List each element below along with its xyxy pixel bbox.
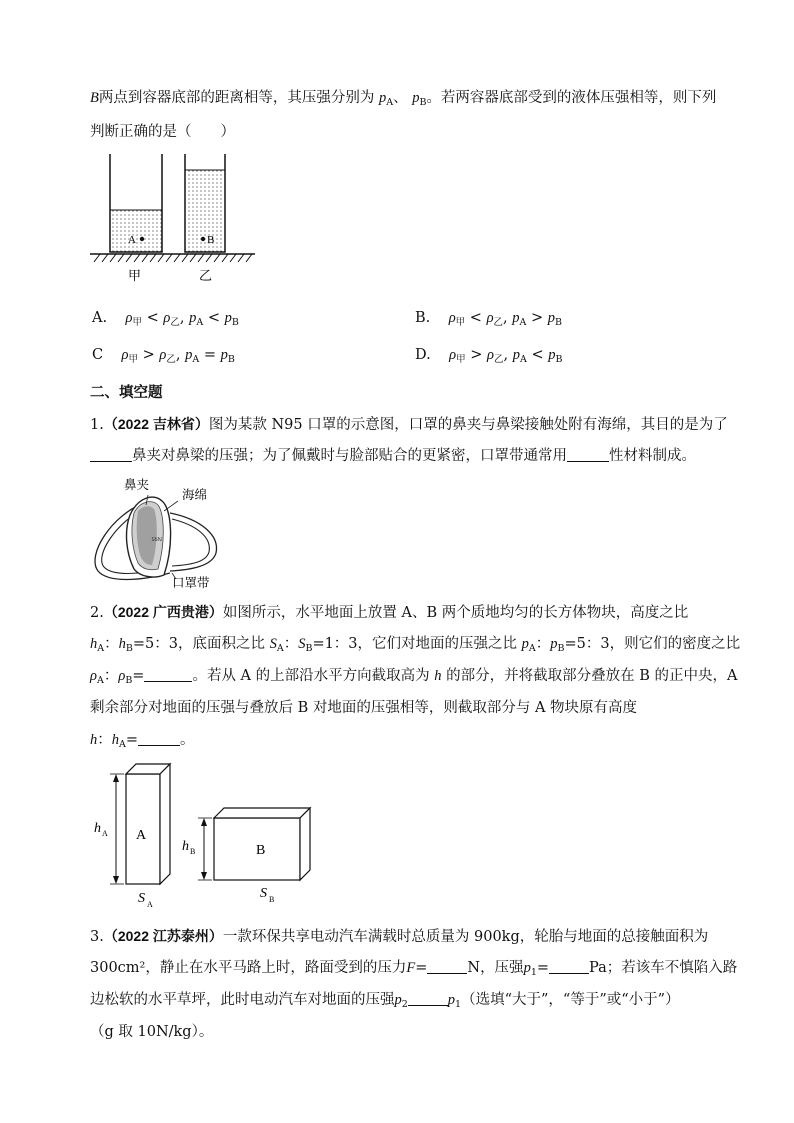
q3-blank-2[interactable] <box>549 959 589 974</box>
q-prev-line2: 判断正确的是（ ） <box>90 124 235 140</box>
s-a-sub: A <box>147 900 153 909</box>
label-nosepiece: 鼻夹 <box>124 477 150 492</box>
caption-yi: 乙 <box>199 269 213 284</box>
h-a-sub: A <box>102 829 108 838</box>
s-b-label: S <box>260 886 267 901</box>
option-d[interactable]: D. $\rho_甲 > \rho_乙$, $p_A < p_B$ <box>415 347 563 365</box>
q1-line1: 1.（2022 吉林省）图为某款 N95 口罩的示意图，口罩的鼻夹与鼻梁接触处附有海绵，其目的是为了 <box>90 416 728 433</box>
point-a-label: A <box>128 234 136 246</box>
q3-blank-3[interactable] <box>408 991 448 1006</box>
section-title: 二、填空题 <box>90 385 163 401</box>
q-prev-line1: B两点到容器底部的距离相等，其压强分别为 $p_A$、 $p_B$。若两容器底部受到的液体压强相等，则下列 <box>90 90 717 108</box>
option-a[interactable]: A. $\rho_甲 < \rho_乙$, $p_A < p_B$ <box>92 310 239 328</box>
blocks-figure <box>90 762 330 912</box>
q3-line4: （g 取 10N/kg）。 <box>90 1024 214 1040</box>
q2-blank-1[interactable] <box>144 667 192 682</box>
s-b-sub: B <box>269 895 275 904</box>
q2-blank-2[interactable] <box>138 731 180 746</box>
mask-n95-text: N95 <box>151 535 162 541</box>
q1-blank-1[interactable] <box>90 447 132 462</box>
h-b-label: h <box>182 839 189 854</box>
container-jia <box>110 154 162 252</box>
q1-blank-2[interactable] <box>567 447 609 462</box>
caption-jia: 甲 <box>128 269 142 284</box>
label-strap: 口罩带 <box>172 575 210 590</box>
mask-figure <box>92 475 242 590</box>
h-a-label: h <box>94 821 101 836</box>
option-b[interactable]: B. $\rho_甲 < \rho_乙$, $p_A > p_B$ <box>415 310 562 328</box>
block-a <box>126 764 170 884</box>
block-a-label: A <box>136 828 147 843</box>
q2-line5: h：$h_A=$ 。 <box>90 732 195 750</box>
q2-line2: $h_A$：$h_B=5$：3，底面积之比 $S_A$：$S_B=1$：3，它们对地面的压强之比 $p_A$：$p_B=5$：3，则它们的密度之比 <box>90 636 741 654</box>
q1-line2: 鼻夹对鼻梁的压强；为了佩戴时与脸部贴合的更紧密，口罩带通常用 性材料制成。 <box>90 446 706 466</box>
q2-line1: 2.（2022 广西贵港）如图所示，水平地面上放置 A、B 两个质地均匀的长方体物块，高度之比 <box>90 604 689 621</box>
label-sponge: 海绵 <box>182 487 208 502</box>
q3-line1: 3.（2022 江苏泰州）一款环保共享电动汽车满载时总质量为 900kg，轮胎与地面的总接触面积为 <box>90 928 709 945</box>
point-b-label: B <box>207 234 215 246</box>
block-b <box>214 808 310 880</box>
ground <box>90 254 255 262</box>
option-c[interactable]: C $\rho_甲 > \rho_乙$, $p_A = p_B$ <box>92 347 235 365</box>
block-b-label: B <box>256 843 266 858</box>
liquid-jia <box>110 210 162 252</box>
q3-line2: 300cm²，静止在水平马路上时，路面受到的压力F= N，压强$p_1= Pa$；若该车不慎陷入路 <box>90 960 738 978</box>
s-a-label: S <box>138 891 145 906</box>
h-b-sub: B <box>190 847 196 856</box>
containers-figure <box>88 150 258 290</box>
container-yi <box>185 154 225 252</box>
q3-line3: 边松软的水平草坪，此时电动汽车对地面的压强$p_2$ $p_1$（选填“大于”，“等于”或“小于”） <box>90 992 680 1010</box>
q3-blank-1[interactable] <box>427 959 467 974</box>
q2-line4: 剩余部分对地面的压强与叠放后 B 对地面的压强相等，则截取部分与 A 物块原有高度 <box>90 700 638 716</box>
q2-line3: $\rho_A$：$\rho_B=$ 。若从 A 的上部沿水平方向截取高为 h 的部分，并将截取部分叠放在 B 的正中央，A <box>90 668 738 686</box>
